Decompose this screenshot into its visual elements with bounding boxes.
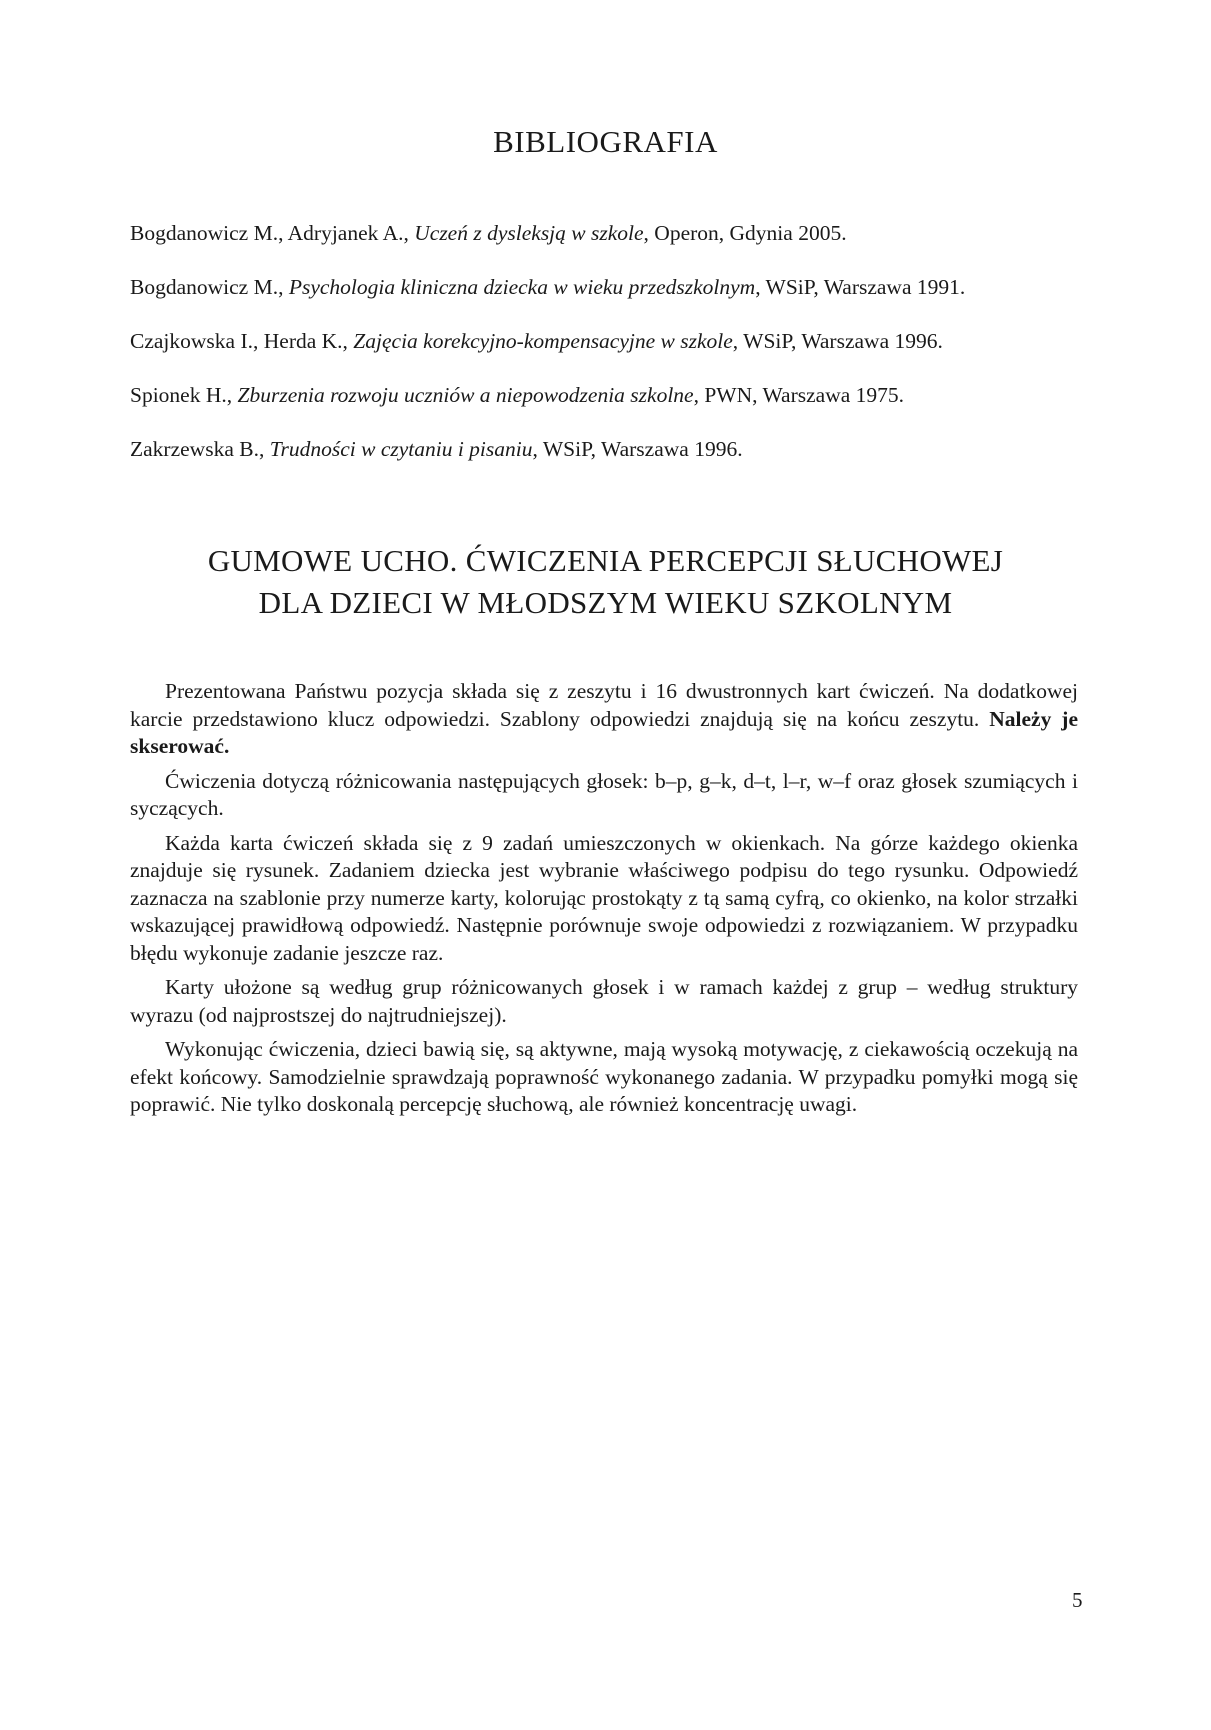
- bibliography-entry: [130, 328, 1090, 382]
- entry-title: Zburzenia rozwoju uczniów a niepowodzenia szkolne: [237, 383, 694, 407]
- entry-publisher: , PWN, Warszawa 1975.: [693, 383, 905, 407]
- section-heading-line-1: GUMOWE UCHO. ĆWICZENIA PERCEPCJI SŁUCHOWEJ: [207, 543, 1004, 578]
- entry-publisher: , WSiP, Warszawa 1996.: [532, 437, 743, 461]
- paragraph-text: Prezentowana Państwu pozycja składa się z zeszytu i 16 dwustronnych kart ćwiczeń. Na dodatkowej karcie przedstawiono klucz odpowiedzi. Szablony odpowiedzi znajdują się na końcu zeszytu.: [130, 679, 1078, 731]
- bibliography-heading: BIBLIOGRAFIA: [493, 124, 718, 159]
- entry-title: Psychologia kliniczna dziecka w wieku przedszkolnym: [288, 275, 756, 299]
- entry-authors: Spionek H.,: [130, 383, 238, 407]
- paragraph: [130, 678, 1078, 761]
- bibliography-entry: [130, 382, 1090, 436]
- entry-authors: Bogdanowicz M., Adryjanek A.,: [130, 221, 415, 245]
- entry-authors: Zakrzewska B.,: [130, 437, 270, 461]
- entry-publisher: , Operon, Gdynia 2005.: [643, 221, 847, 245]
- paragraph-bold-note: Należy je skserować.: [130, 706, 1078, 758]
- page-number: 5: [1072, 1588, 1083, 1612]
- section-heading-line-2: DLA DZIECI W MŁODSZYM WIEKU SZKOLNYM: [258, 585, 953, 620]
- paragraph: Każda karta ćwiczeń składa się z 9 zadań umieszczonych w okienkach. Na górze każdego okienka znajduje się rysunek. Zadaniem dziecka jest wybranie właściwego podpisu do tego rysunku. Odpowiedź zaznacza na szablonie przy numerze karty, kolorując prostokąty z tą samą cyfrą, co okienko, na kolor strzałki wskazującej prawidłową odpowiedź. Następnie porównuje swoje odpowiedzi z rozwiązaniem. W przypadku błędu wykonuje zadanie jeszcze raz.: [130, 830, 1078, 965]
- section-heading: [0, 540, 1211, 624]
- entry-title: Zajęcia korekcyjno-kompensacyjne w szkole: [353, 329, 733, 353]
- entry-publisher: , WSiP, Warszawa 1991.: [755, 275, 966, 299]
- paragraph: Ćwiczenia dotyczą różnicowania następujących głosek: b–p, g–k, d–t, l–r, w–f oraz głosek szumiących i syczących.: [130, 768, 1078, 820]
- entry-authors: Bogdanowicz M.,: [130, 275, 289, 299]
- entry-title: Uczeń z dysleksją w szkole: [414, 221, 644, 245]
- entry-authors: Czajkowska I., Herda K.,: [130, 329, 354, 353]
- entry-publisher: , WSiP, Warszawa 1996.: [732, 329, 943, 353]
- bibliography-entry: [130, 220, 1090, 274]
- entry-title: Trudności w czytaniu i pisaniu: [269, 437, 533, 461]
- section-body: [130, 678, 1078, 1126]
- bibliography-entry: [130, 274, 1090, 328]
- paragraph: Wykonując ćwiczenia, dzieci bawią się, są aktywne, mają wysoką motywację, z ciekawością oczekują na efekt końcowy. Samodzielnie sprawdzają poprawność wykonanego zadania. W przypadku pomyłki mogą się poprawić. Nie tylko doskonalą percepcję słuchową, ale również koncentrację uwagi.: [130, 1037, 1078, 1116]
- paragraph: Karty ułożone są według grup różnicowanych głosek i w ramach każdej z grup – według struktury wyrazu (od najprostszej do najtrudniejszej).: [130, 975, 1078, 1027]
- bibliography-list: [130, 220, 1090, 490]
- bibliography-entry: [130, 436, 1090, 490]
